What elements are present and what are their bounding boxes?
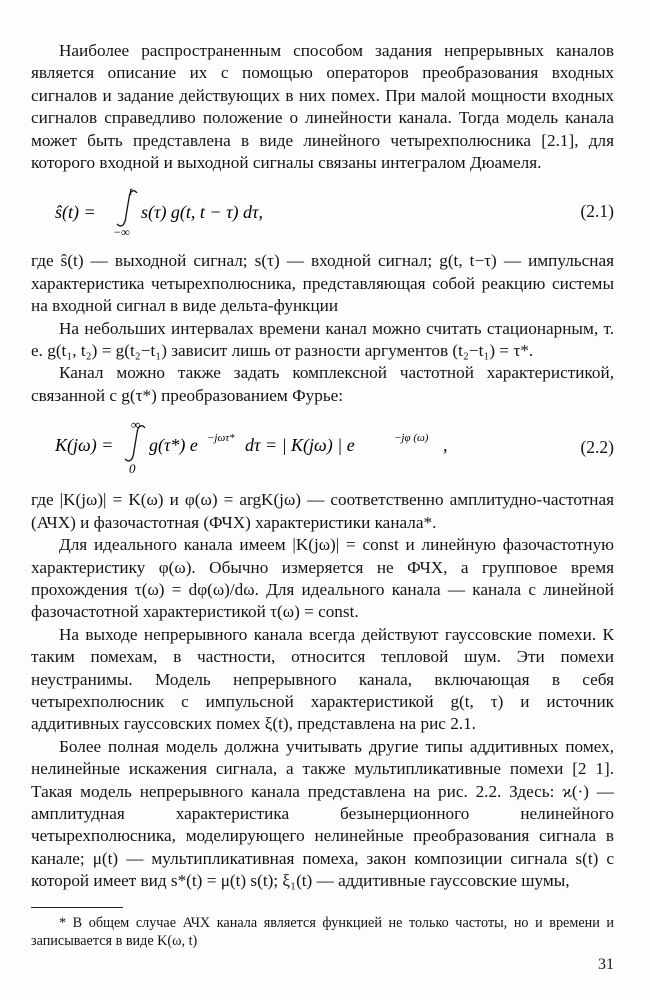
integral-sign (117, 191, 137, 226)
eq1-lower-limit: −∞ (113, 225, 130, 237)
eq1-upper-limit: t (129, 186, 133, 199)
eq2-integrand: g(τ*) e (149, 435, 198, 456)
page-number: 31 (598, 956, 614, 973)
eq1-integrand: s(τ) g(t, t − τ) dτ, (141, 202, 263, 223)
footnote-divider (31, 907, 123, 908)
paragraph-eq1-definitions: где ŝ(t) — выходной сигнал; s(τ) — входной сигнал; g(t, t−τ) — импульсная характеристика четырехполюсника, представляющая собой реакцию системы на входной сигнал в виде дельта-функции (31, 251, 614, 316)
fourier-integral (55, 419, 455, 475)
eq2-middle: dτ = | K(jω) | e (245, 435, 355, 456)
eq2-lower-limit: 0 (129, 461, 136, 476)
equation-number-2-1: (2.1) (580, 200, 614, 221)
paragraph-ideal-channel: Для идеального канала имеем |K(jω)| = const и линейную фазочастотную характеристику φ(ω). Обычно измеряется не ФЧХ, а групповое время прохождения τ(ω) = dφ(ω)/dω. Для идеального канала — канала с линейной фазочастотной характеристикой τ(ω) = const. (31, 535, 614, 622)
footnote: * В общем случае АЧХ канала является функцией не только частоты, но и времени и записывается в виде K(ω, t) (31, 914, 614, 949)
paragraph-stationary: На небольших интервалах времени канал можно считать стационарным, т. е. g(t₁, t₂) = g(t₂−t₁) зависит лишь от разности аргументов (t₂−t₁) = τ*. (31, 318, 614, 361)
eq2-exponent-2: −jφ (ω) (394, 432, 429, 445)
eq2-exponent-1: −jωτ* (207, 432, 235, 445)
eq2-lhs: K(jω) = (55, 435, 114, 456)
duhamel-integral (55, 186, 345, 236)
paragraph-full-model: Более полная модель должна учитывать другие типы аддитивных помех, нелинейные искажения сигнала, а также мультипликативные помехи [2 1]. Такая модель непрерывного канала представлена на рис. 2.2. Здесь: ϰ(·) — амплитудная характеристика безынерционного нелинейного четырехполюсника, моделирующего нелинейные преобразования сигнала в канале; μ(t) — мультипликативная помеха, закон композиции сигнала s(t) с которой имеет вид s*(t) = μ(t) s(t); ξ₁(t) — аддитивные гауссовские шумы, (31, 736, 614, 891)
equation-number-2-2: (2.2) (580, 436, 614, 457)
equation-2-2 (31, 419, 614, 475)
equation-2-1 (31, 186, 614, 236)
paragraph-fourier: Канал можно также задать комплексной частотной характеристикой, связанной с g(τ*) преобразованием Фурье: (31, 363, 614, 405)
eq2-upper-limit: ∞ (131, 419, 141, 433)
paragraph-gaussian-noise: На выходе непрерывного канала всегда действуют гауссовские помехи. К таким помехам, в частности, относится тепловой шум. Эти помехи неустранимы. Модель непрерывного канала, включающая в себя четырехполюсник с импульсной характеристикой g(t, τ) и источник аддитивных гауссовских помех ξ(t), представлена на рис 2.1. (31, 624, 614, 734)
paragraph-eq2-definitions: где |K(jω)| = K(ω) и φ(ω) = argK(jω) — соответственно амплитудно-частотная (АЧХ) и фазочастотная (ФЧХ) характеристики канала*. (31, 490, 614, 532)
paragraph-intro: Наиболее распространенным способом задания непрерывных каналов является описание их с помощью операторов преобразования входных сигналов и задание действующих в них помех. При малой мощности входных сигналов справедливо положение о линейности канала. Тогда модель канала может быть представлена в виде линейного четырехполюсника [2.1], для которого входной и выходной сигналы связаны интегралом Дюамеля. (31, 41, 614, 173)
eq2-tail: , (443, 435, 448, 456)
eq1-lhs: ŝ(t) = (55, 202, 96, 223)
